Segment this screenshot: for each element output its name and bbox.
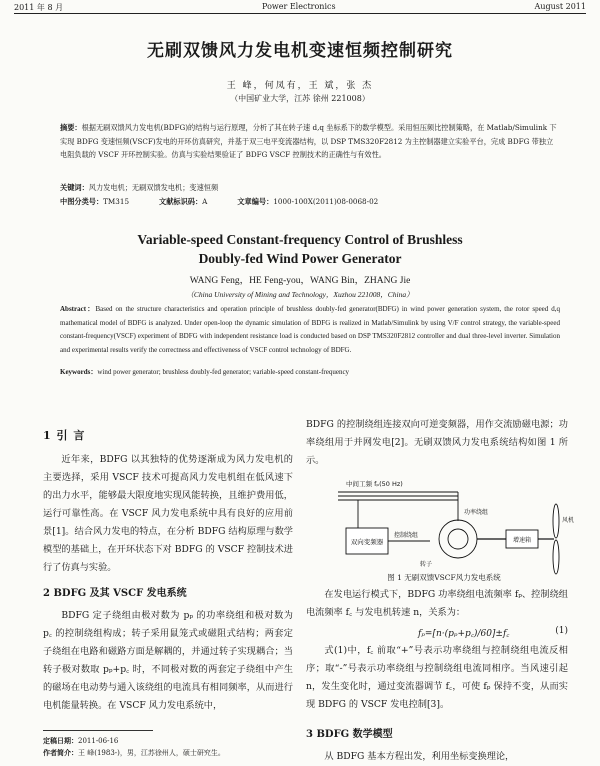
grid-label: 中间工频 fₚ(50 Hz) — [346, 480, 403, 488]
affiliation-cn: （中国矿业大学，江苏 徐州 221008） — [230, 94, 370, 103]
gearbox-label: 增速箱 — [512, 537, 532, 544]
right-column-top — [306, 416, 568, 470]
generator-rotor — [448, 529, 468, 549]
id-label: 文章编号： — [237, 197, 274, 206]
doc-label: 文献标识码： — [159, 197, 203, 206]
left-column — [43, 427, 293, 715]
right-column-mid — [306, 586, 568, 622]
title-en — [0, 230, 600, 268]
keywords-en-label: Keywords： — [60, 368, 98, 376]
figure-1-diagram — [318, 476, 575, 574]
affiliation-en: （China University of Mining and Technology，Xuzhou 221008，China） — [186, 290, 414, 299]
doc-code — [159, 197, 207, 207]
power-winding-label: 功率绕组 — [464, 509, 489, 516]
footnote-rule — [43, 730, 153, 731]
generator-stator — [439, 520, 477, 558]
header-rule — [14, 13, 586, 14]
doc-value: A — [202, 197, 208, 206]
equation-1-number: (1) — [555, 626, 568, 636]
abstract-en-label: Abstract： — [60, 305, 96, 313]
blade-bottom — [553, 540, 559, 574]
equation-1-expression: fₚ=[n·(pₚ+p꜀)/60]±f꜀ — [418, 629, 510, 639]
abstract-cn-text: 根据无刷双馈风力发电机(BDFG)的结构与运行原理，分析了其在转子速 d,q 坐标系下的数学模型。采用恒压频比控制策略，在 Matlab/Simulink 下实现 BDFG 变速恒频(VSCF)发电的开环仿真研究，并基于双三电平变流器结构，以 DSP TMS320F2812 为主控制器建立实验平台，完成 BDFG 带独立电阻负载的 VSCF 开环控制实验。仿真与实验结果验证了 BDFG VSCF 控制技术的正确性与有效性。 — [60, 123, 557, 159]
keywords-cn — [60, 183, 560, 193]
footnote-date — [43, 735, 293, 747]
right-low-paragraph: 式(1)中，f꜀ 前取“+”号表示功率绕组与控制绕组电流反相序；取“-”号表示功率绕组与控制绕组电流同相序。当风速引起 n，发生变化时，通过变流器调节 f꜀，可使 fₚ 保持不变，从而实现 BDFG 的 VSCF 发电控制[3]。 — [306, 645, 568, 710]
clc-value: TM315 — [103, 197, 130, 206]
authors-cn: 王 峰，何凤有，王 斌，张 杰 — [226, 81, 374, 91]
clc-code — [60, 197, 129, 207]
section1-paragraph: 近年来，BDFG 以其独特的优势逐渐成为风力发电机的主要选择，采用 VSCF 技术可提高风力发电机组在低风速下的出力水平，能够最大限度地实现风能转换，且维护费用低，运行可靠性高。在 VSCF 风力发电系统中具有良好的应用前景[1]。结合风力发电的特点，在分析 BDFG 结构原理与数学模型的基础上，在开环状态下对 BDFG 的 VSCF 控制技术进行了仿真与实验。 — [43, 454, 293, 573]
keywords-cn-label: 关键词： — [60, 183, 89, 192]
title-en-line1: Variable-speed Constant-frequency Control of Brushless — [137, 232, 463, 247]
clc-label: 中图分类号： — [60, 197, 104, 206]
section3-paragraph: 从 BDFG 基本方程出发，利用坐标变换理论， — [324, 751, 515, 762]
control-winding-label: 控制绕组 — [394, 532, 419, 539]
keywords-en — [60, 367, 560, 377]
footnote — [43, 735, 293, 759]
footnote-author-label: 作者简介： — [43, 748, 78, 757]
article-id — [237, 197, 378, 207]
classification-row — [60, 197, 560, 207]
abstract-en — [60, 303, 560, 358]
abstract-en-text: Based on the structure characteristics and operation principle of brushless doubly-fed generator(BDFG) in wind power generation system, the rotor speed d,q mathematical model of BDFG is analyzed. Under open-loop the dynamic simulation of BDFG is realized in Matlab/Simulink by using V/F control strategy, the variable-speed constant-frequency(VSCF) experiment of BDFG with independent resistance load is conducted based on DSP TMS320F2812 controller and dual three-level inverter. Simulation and experimental results verify the correctness and effectiveness of VSCF control technology of BDFG. — [60, 305, 560, 355]
right-column-bottom — [306, 726, 568, 766]
figure-caption: 图 1 无刷双馈VSCF风力发电系统 — [387, 573, 501, 582]
section1-heading: 1 引 言 — [43, 429, 86, 442]
footnote-author-value: 王 峰(1983-)，男，江苏徐州人，硕士研究生。 — [78, 749, 225, 757]
right-column-low — [306, 642, 568, 714]
header-journal: Power Electronics — [262, 2, 336, 11]
header-date: 2011 年 8 月 — [14, 3, 64, 12]
footnote-date-value: 2011-06-16 — [78, 737, 119, 745]
title-cn: 无刷双馈风力发电机变速恒频控制研究 — [147, 41, 453, 61]
right-mid-paragraph: 在发电运行模式下，BDFG 功率绕组电流频率 fₚ、控制绕组电流频率 f꜀ 与发电机转速 n，关系为： — [306, 589, 568, 618]
keywords-en-text: wind power generator; brushless doubly-fed generator; variable-speed constant-frequency — [97, 368, 350, 376]
title-en-line2: Doubly-fed Wind Power Generator — [198, 251, 402, 266]
id-value: 1000-100X(2011)08-0068-02 — [273, 197, 379, 206]
abstract-cn-label: 摘要： — [60, 123, 82, 132]
blade-top — [553, 504, 559, 538]
authors-en: WANG Feng，HE Feng-you，WANG Bin，ZHANG Jie — [189, 276, 411, 286]
header-month: August 2011 — [534, 2, 586, 11]
footnote-date-label: 定稿日期： — [43, 736, 78, 745]
right-top-paragraph: BDFG 的控制绕组连接双向可逆变频器，用作交流励磁电源；功率绕组用于并网发电[2]。无刷双馈风力发电系统结构如图 1 所示。 — [306, 419, 568, 466]
keywords-cn-text: 风力发电机；无刷双馈发电机；变速恒频 — [88, 183, 219, 192]
footnote-author — [43, 747, 293, 759]
section3-heading: 3 BDFG 数学模型 — [306, 729, 393, 740]
abstract-cn — [60, 121, 560, 162]
windmill-label: 风机 — [562, 517, 575, 524]
section2-heading: 2 BDFG 及其 VSCF 发电系统 — [43, 588, 187, 599]
section2-paragraph: BDFG 定子绕组由极对数为 pₚ 的功率绕组和极对数为 p꜀ 的控制绕组构成；转子采用鼠笼式或磁阻式结构；两套定子绕组在电路和磁路方面是解耦的，并通过转子实现耦合；当转子极对数取 pₚ+p꜀ 时，不同极对数的两套定子绕组中产生的磁场在电动势与通入该绕组的电流具有相同频率，从而进行电机能量转换。在 VSCF 风力发电系统中， — [43, 610, 293, 711]
converter-label: 双向变频器 — [350, 538, 384, 546]
rotor-label: 转子 — [420, 561, 433, 568]
